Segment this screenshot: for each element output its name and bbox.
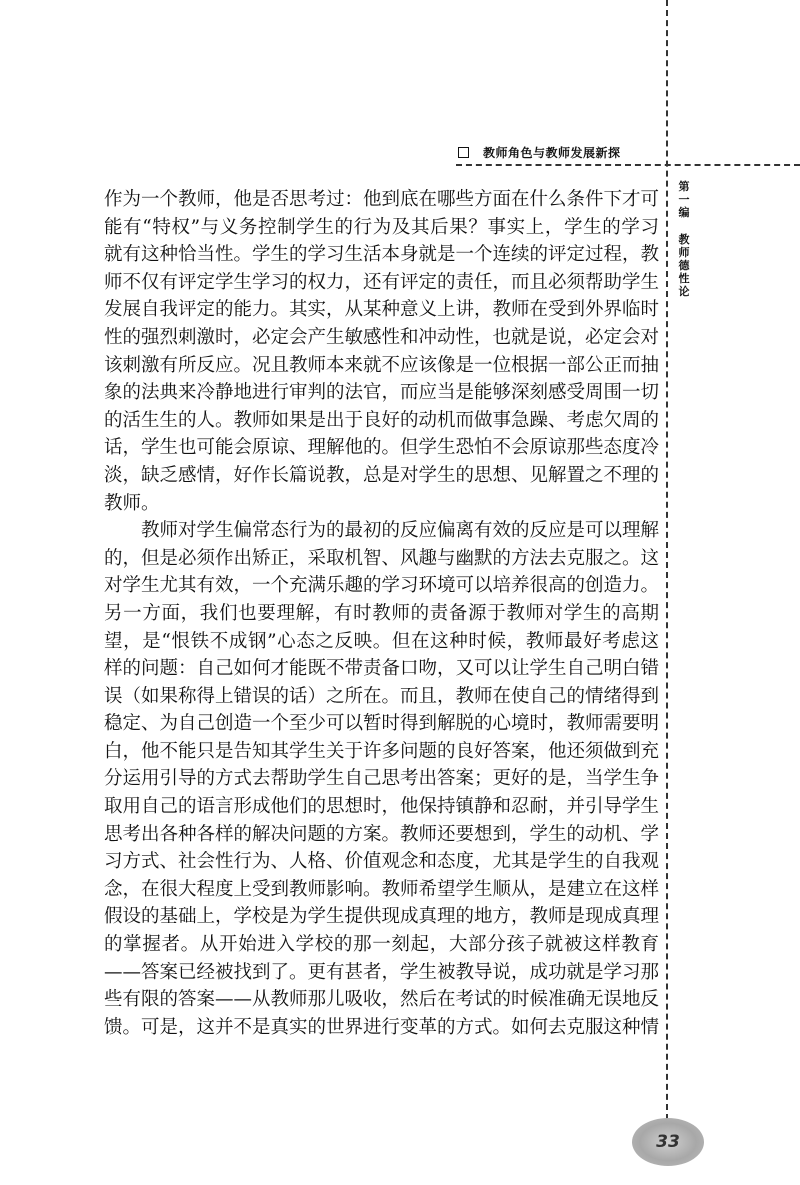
paragraph-2: 教师对学生偏常态行为的最初的反应偏离有效的反应是可以理解的，但是必须作出矫正，采取机智、风趣与幽默的方法去克服之。这对学生尤其有效，一个充满乐趣的学习环境可以培养很高的创造力。另一方面，我们也要理解，有时教师的责备源于教师对学生的高期望，是“恨铁不成钢”心态之反映。但在这种时候，教师最好考虑这样的问题：自己如何才能既不带责备口吻，又可以让学生自己明白错误（如果称得上错误的话）之所在。而且，教师在使自己的情绪得到稳定、为自己创造一个至少可以暂时得到解脱的心境时，教师需要明白，他不能只是告知其学生关于许多问题的良好答案，他还须做到充分运用引导的方式去帮助学生自己思考出答案；更好的是，当学生争取用自己的语言形成他们的思想时，他保持镇静和忍耐，并引导学生思考出各种各样的解决问题的方案。教师还要想到，学生的动机、学习方式、社会性行为、人格、价值观念和态度，尤其是学生的自我观念，在很大程度上受到教师影响。教师希望学生顺从，是建立在这样假设的基础上，学校是为学生提供现成真理的地方，教师是现成真理的掌握者。从开始进入学校的那一刻起，大部分孩子就被这样教育——答案已经被找到了。更有甚者，学生被教导说，成功就是学习那些有限的答案——从教师那儿吸收，然后在考试的时候准确无误地反馈。可是，这并不是真实的世界进行变革的方式。如何去克服这种情 bbox=[104, 520, 660, 1038]
running-header bbox=[458, 144, 664, 161]
running-title: 教师角色与教师发展新探 bbox=[483, 146, 621, 160]
side-section-tab bbox=[676, 180, 692, 298]
header-dashed-horizontal-rule bbox=[456, 164, 800, 166]
body-text bbox=[104, 186, 659, 1041]
square-bullet-icon bbox=[458, 147, 469, 158]
page-number-badge bbox=[632, 1118, 704, 1166]
margin-dashed-vertical-rule bbox=[666, 0, 668, 1120]
side-tab-section: 教师德性论 bbox=[678, 233, 690, 298]
page-number: 33 bbox=[656, 1132, 680, 1152]
side-tab-part: 第一编 bbox=[678, 180, 690, 219]
paragraph-1: 作为一个教师，他是否思考过：他到底在哪些方面在什么条件下才可能有“特权”与义务控制学生的行为及其后果？事实上，学生的学习就有这种恰当性。学生的学习生活本身就是一个连续的评定过程，教师不仅有评定学生学习的权力，还有评定的责任，而且必须帮助学生发展自我评定的能力。其实，从某种意义上讲，教师在受到外界临时性的强烈刺激时，必定会产生敏感性和冲动性，也就是说，必定会对该刺激有所反应。况且教师本来就不应该像是一位根据一部公正而抽象的法典来冷静地进行审判的法官，而应当是能够深刻感受周围一切的活生生的人。教师如果是出于良好的动机而做事急躁、考虑欠周的话，学生也可能会原谅、理解他的。但学生恐怕不会原谅那些态度冷淡，缺乏感情，好作长篇说教，总是对学生的思想、见解置之不理的教师。 bbox=[104, 189, 660, 514]
